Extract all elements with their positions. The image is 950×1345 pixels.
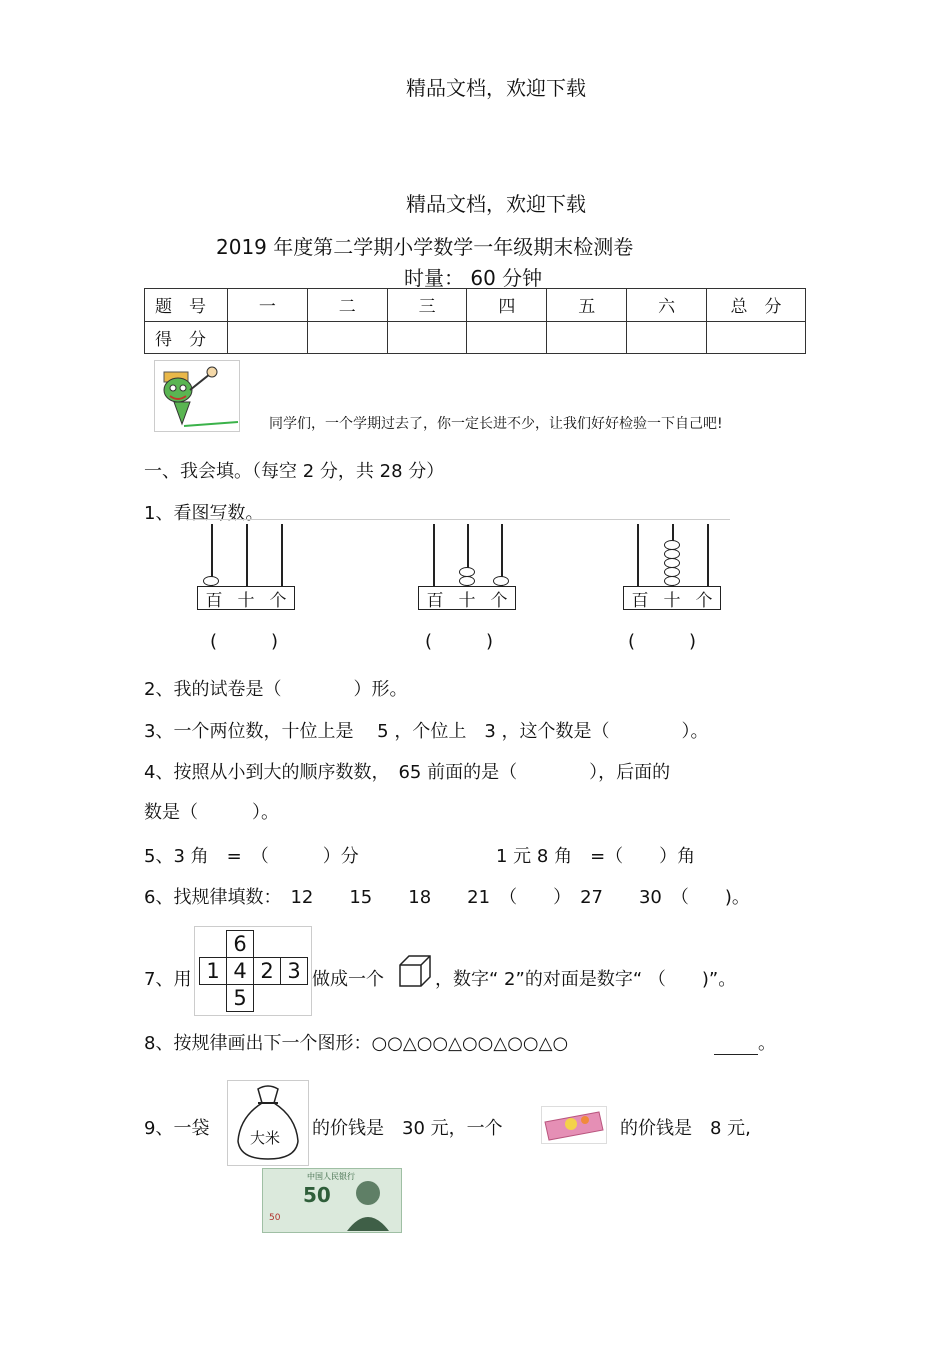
- question-8-end: 。: [758, 1033, 776, 1054]
- question-3: 3、一个两位数，十位上是 5 ，个位上 3 ，这个数是（ ）。: [144, 721, 709, 742]
- score-header-cell: 题 号: [145, 289, 228, 322]
- question-9-end: 的价钱是 8 元,: [620, 1118, 751, 1139]
- question-8: 8、按规律画出下一个图形：○○△○○△○○△○○△○: [144, 1033, 569, 1054]
- answer-blank-3[interactable]: ( ): [628, 631, 697, 652]
- score-table: [144, 288, 806, 354]
- score-cell[interactable]: [387, 321, 467, 354]
- score-row: [145, 321, 806, 354]
- score-cell[interactable]: [228, 321, 308, 354]
- abacus-base: [418, 586, 516, 610]
- abacus-rod: [246, 524, 248, 586]
- question-4-line1: 4、按照从小到大的顺序数数， 65 前面的是（ ），后面的: [144, 762, 671, 783]
- net-cell: 5: [226, 984, 254, 1012]
- net-cell: 4: [226, 957, 254, 985]
- watermark-top: 精品文档，欢迎下载: [406, 76, 586, 100]
- score-header-cell: 三: [387, 289, 467, 322]
- score-cell[interactable]: [707, 321, 806, 354]
- cube-icon: [397, 953, 433, 989]
- banknote-value-small: 50: [269, 1213, 281, 1223]
- question-5b: 1 元 8 角 =（ ）角: [496, 846, 696, 867]
- score-row-label: 得 分: [145, 321, 228, 354]
- abacus-bead: [664, 576, 680, 586]
- banknote-image: [262, 1168, 402, 1233]
- abacus-rod: [637, 524, 639, 586]
- abacus-label: 个: [695, 590, 713, 611]
- page-title: 2019 年度第二学期小学数学一年级期末检测卷: [216, 235, 634, 259]
- score-header-row: [145, 289, 806, 322]
- score-header-cell: 二: [307, 289, 387, 322]
- score-cell[interactable]: [467, 321, 547, 354]
- net-cell: 6: [226, 930, 254, 958]
- abacus-label: 十: [458, 590, 476, 611]
- abacus-label: 百: [426, 590, 444, 611]
- score-cell[interactable]: [307, 321, 387, 354]
- question-1: 1、看图写数。: [144, 503, 264, 524]
- question-6: 6、找规律填数： 12 15 18 21 （ ） 27 30 （ )。: [144, 887, 750, 908]
- pencil-mascot-icon: [154, 360, 240, 432]
- score-cell[interactable]: [627, 321, 707, 354]
- question-9-prefix: 9、一袋: [144, 1118, 210, 1139]
- banknote-caption: 中国人民银行: [307, 1172, 355, 1181]
- score-header-cell: 四: [467, 289, 547, 322]
- portrait-icon: [339, 1173, 397, 1231]
- abacus-rod: [433, 524, 435, 586]
- pencil-case-icon: [541, 1106, 607, 1144]
- score-header-cell: 六: [627, 289, 707, 322]
- question-4-line2: 数是（ ）。: [144, 802, 279, 823]
- abacus-rod: [281, 524, 283, 586]
- rice-bag-image: [227, 1080, 309, 1166]
- abacus-bead: [203, 576, 219, 586]
- abacus-bead: [459, 576, 475, 586]
- abacus-base: [197, 586, 295, 610]
- answer-blank-1[interactable]: ( ): [210, 631, 279, 652]
- time-limit: 时量： 60 分钟: [404, 266, 543, 290]
- banknote-value: 50: [303, 1183, 331, 1207]
- question-7-tail: ，数字“ 2”的对面是数字“ （ )”。: [435, 969, 737, 990]
- abacus-label: 十: [663, 590, 681, 611]
- abacus-label: 个: [269, 590, 287, 611]
- net-cell: 2: [253, 957, 281, 985]
- question-7-prefix: 7、用: [144, 969, 192, 990]
- question-8-answer[interactable]: [714, 1029, 776, 1055]
- question-5a: 5、3 角 = （ ）分: [144, 846, 359, 867]
- answer-blank-2[interactable]: ( ): [425, 631, 494, 652]
- net-cell: 1: [199, 957, 227, 985]
- rice-bag-icon: [228, 1081, 308, 1165]
- rice-bag-label: 大米: [250, 1129, 281, 1147]
- score-header-cell: 总 分: [707, 289, 806, 322]
- abacus-label: 十: [237, 590, 255, 611]
- abacus-base: [623, 586, 721, 610]
- abacus-label: 百: [205, 590, 223, 611]
- score-header-cell: 五: [547, 289, 627, 322]
- abacus-rod: [707, 524, 709, 586]
- question-9-mid: 的价钱是 30 元，一个: [312, 1118, 503, 1139]
- abacus-label: 个: [490, 590, 508, 611]
- abacus-label: 百: [631, 590, 649, 611]
- abacus-frame: [186, 519, 730, 520]
- score-cell[interactable]: [547, 321, 627, 354]
- question-7-suffix: 做成一个: [312, 969, 384, 990]
- question-2: 2、我的试卷是（ ）形。: [144, 679, 408, 700]
- watermark-mid: 精品文档，欢迎下载: [406, 192, 586, 216]
- greeting-text: 同学们，一个学期过去了，你一定长进不少，让我们好好检验一下自己吧!: [269, 416, 723, 432]
- score-header-cell: 一: [228, 289, 308, 322]
- abacus-bead: [493, 576, 509, 586]
- section-heading: 一、我会填。（每空 2 分，共 28 分）: [144, 461, 445, 482]
- net-cell: 3: [280, 957, 308, 985]
- answer-line[interactable]: [714, 1036, 758, 1055]
